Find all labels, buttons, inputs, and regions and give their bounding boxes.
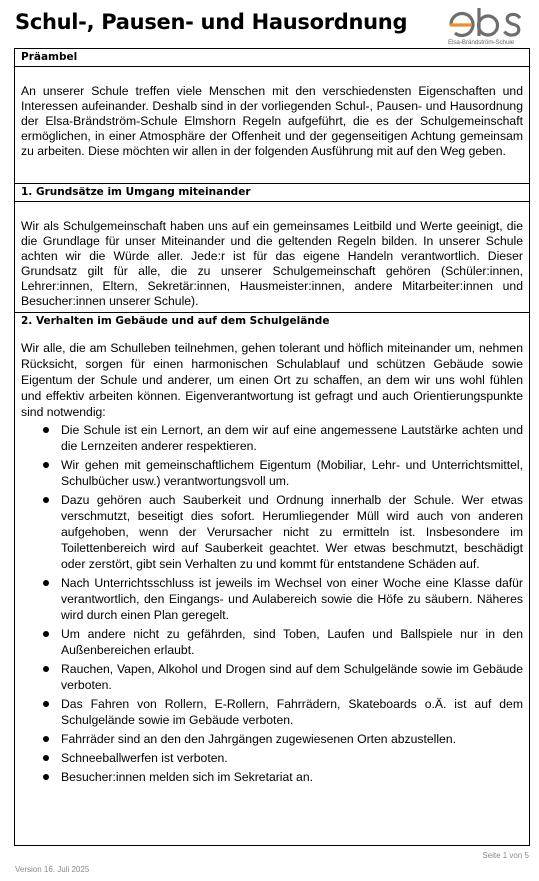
rules-list	[21, 422, 523, 785]
principles-heading: 1. Grundsätze im Umgang miteinander	[15, 184, 529, 202]
rule-text: Wir gehen mit gemeinschaftlichem Eigentum (Mobiliar, Lehr- und Unterrichtsmittel, Schulbücher usw.) verantwortungsvoll um.	[61, 458, 523, 488]
logo-ebs-icon	[448, 6, 524, 40]
list-item	[41, 457, 523, 489]
list-item	[41, 422, 523, 454]
rule-text: Schneeballwerfen ist verboten.	[61, 751, 228, 765]
list-item	[41, 731, 523, 747]
school-logo	[448, 6, 524, 50]
rule-text: Um andere nicht zu gefährden, sind Toben, Laufen und Ballspiele nur in den Außenbereichen erlaubt.	[61, 627, 523, 657]
list-item	[41, 750, 523, 766]
page-number: Seite 1 von 5	[482, 851, 529, 860]
page-title: Schul-, Pausen- und Hausordnung	[15, 10, 408, 34]
bullet-icon	[43, 666, 49, 672]
bullet-icon	[43, 631, 49, 637]
behavior-heading: 2. Verhalten im Gebäude und auf dem Schulgelände	[21, 315, 330, 327]
list-item	[41, 696, 523, 728]
list-item	[41, 661, 523, 693]
rule-text: Nach Unterrichtsschluss ist jeweils im Wechsel von einer Woche eine Klasse dafür verantwortlich, den Eingangs- und Aulabereich sowie die Höfe zu säubern. Näheres wird durch einen Plan geregelt.	[61, 576, 523, 622]
behavior-section	[15, 313, 529, 840]
bullet-icon	[43, 736, 49, 742]
list-item	[41, 492, 523, 572]
bullet-icon	[43, 774, 49, 780]
list-item	[41, 575, 523, 623]
version-date: Version 16. Juli 2025	[15, 865, 90, 874]
rule-text: Dazu gehören auch Sauberkeit und Ordnung innerhalb der Schule. Wer etwas verschmutzt, beseitigt dies sofort. Herumliegender Müll wird auch von anderen aufgehoben, wenn der Verursacher nicht zu ermitteln ist. Insbesondere im Toilettenbereich wird auf Sauberkeit geachtet. Wer etwas beschmutzt, beschädigt oder zerstört, gibt sein Verhalten zu und kommt für entstandene Schäden auf.	[61, 493, 523, 571]
rule-text: Das Fahren von Rollern, E-Rollern, Fahrrädern, Skateboards o.Ä. ist auf dem Schulgelände sowie im Gebäude verboten.	[61, 697, 523, 727]
preamble-text: An unserer Schule treffen viele Menschen mit den verschiedensten Eigenschaften und Interessen aufeinander. Deshalb sind in der vorliegenden Schul-, Pausen- und Hausordnung der Elsa-Brändström-Schule Elmshorn Regeln aufgeführt, die es der Schulgemeinschaft ermöglichen, in einer Atmosphäre der Offenheit und der gegenseitigen Achtung gemeinsam zu arbeiten. Diese möchten wir allen in der folgenden Ausführung mit auf den Weg geben.	[15, 67, 529, 184]
bullet-icon	[43, 580, 49, 586]
list-item	[41, 769, 523, 785]
bullet-icon	[43, 427, 49, 433]
preamble-heading: Präambel	[15, 49, 529, 67]
rule-text: Fahrräder sind an den den Jahrgängen zugewiesenen Orten abzustellen.	[61, 732, 457, 746]
bullet-icon	[43, 462, 49, 468]
bullet-icon	[43, 755, 49, 761]
principles-text: Wir als Schulgemeinschaft haben uns auf ein gemeinsames Leitbild und Werte geeinigt, die die Grundlage für unser Miteinander und die geltenden Regeln bilden. In unserer Schule achten wir die Würde aller. Jede:r ist für das eigene Handeln verantwortlich. Dieser Grundsatz gilt für alle, die zu unserer Schulgemeinschaft gehören (Schüler:innen, Lehrer:innen, Eltern, Sekretär:innen, Hausmeister:innen, andere Mitarbeiter:innen und Besucher:innen unserer Schule).	[15, 202, 529, 313]
rule-text: Besucher:innen melden sich im Sekretariat an.	[61, 770, 314, 784]
bullet-icon	[43, 497, 49, 503]
logo-subtitle: Elsa-Brändström-Schule	[448, 39, 515, 46]
document-table	[14, 48, 530, 846]
rule-text: Rauchen, Vapen, Alkohol und Drogen sind auf dem Schulgelände sowie im Gebäude verboten.	[61, 662, 523, 692]
rule-text: Die Schule ist ein Lernort, an dem wir auf eine angemessene Lautstärke achten und die Lernzeiten anderer respektieren.	[61, 423, 523, 453]
bullet-icon	[43, 701, 49, 707]
behavior-intro: Wir alle, die am Schulleben teilnehmen, gehen tolerant und höflich miteinander um, nehmen Rücksicht, sorgen für einen harmonischen Schulablauf und schützen Gebäude sowie Eigentum der Schule und anderer, um einen Ort zu schaffen, an dem wir uns wohl fühlen und effektiv arbeiten können. Eigenverantwortung ist gefragt und auch Orientierungspunkte sind notwendig:	[21, 341, 523, 419]
list-item	[41, 626, 523, 658]
